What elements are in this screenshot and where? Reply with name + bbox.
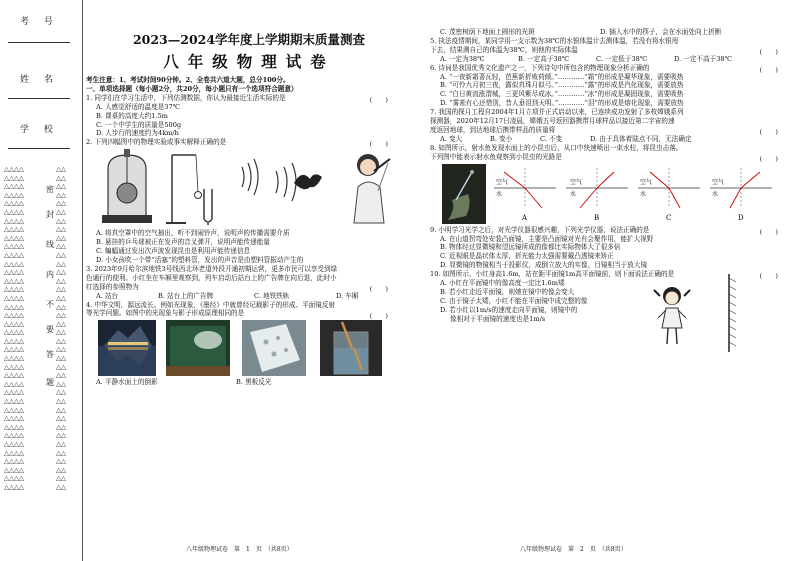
footer-page-2: 八年级物理试卷 第 2 页 （共8页） — [520, 546, 627, 553]
bat-figure — [232, 153, 324, 221]
option-b: B. 变小 — [490, 134, 513, 143]
footer-page-1: 八年级物理试卷 第 1 页 （共8页） — [186, 546, 293, 553]
option-a: A. 站台 — [96, 291, 119, 300]
question-10 — [430, 270, 786, 323]
tuning-fork-ball-figure — [166, 149, 222, 225]
q4-photos — [86, 318, 412, 378]
option-a: A. “一夜新霜著瓦轻，芭蕉新折败荷倾。”…………“霜”的形成是凝华现象，需要吸热 — [440, 72, 684, 81]
diagram-c-air-label: 空气 — [640, 178, 653, 186]
chopsticks-in-water-photo — [320, 320, 382, 376]
school-label: 学 校 — [20, 125, 59, 135]
binding-strip — [0, 0, 83, 561]
q2-figures — [86, 147, 412, 229]
option-b: B. 物体经过显微镜和望远镜所成的像都比实际物体大了很多倍 — [440, 243, 621, 252]
diagram-c — [638, 168, 700, 222]
archer-fish-photo — [442, 164, 486, 224]
option-c: C. 一定低于38℃ — [596, 54, 648, 63]
q8-figures — [430, 162, 786, 226]
option-c: C. 由于镜子太矮，小红不能在平面镜中成完整的像 — [440, 296, 588, 305]
question-stem-line2: 色通行的便利。小红坐在车厢里观察到，列车启动后站台上的广告牌在向后退，此时小 — [86, 273, 337, 282]
diagram-b-letter: B — [594, 213, 600, 222]
option-c: C. 近视眼是晶状体太厚，折光能力太强需要戴凸透镜来矫正 — [440, 252, 614, 261]
options-row — [86, 292, 412, 301]
question-stem: 8. 如图所示，射水鱼发现水面上的小昆虫后，从口中快速喷出一束水柱，将昆虫击落。 — [430, 143, 683, 152]
option-d: D. 一定不高于38℃ — [674, 54, 732, 63]
question-stem-line3: 度返回地球，到达地球后携带样品的质量将 — [430, 125, 556, 134]
question-8 — [430, 144, 786, 226]
seal-char: 题 — [46, 378, 54, 387]
option-c: C. 不变 — [540, 134, 563, 143]
diagram-a — [494, 168, 556, 222]
option-a: A. 在山道拐弯处安装凸面镜，主要是凸面镜对光有会聚作用，能扩大视野 — [440, 234, 654, 243]
seal-char: 要 — [46, 325, 54, 334]
option-d: D. 由于具体着陆点不同，无法确定 — [590, 134, 692, 143]
exam-no-line[interactable] — [8, 42, 70, 43]
option-a: A. 小红在平面镜中的像高度一定比1.6m矮 — [440, 279, 565, 288]
triangle-column-right: △△ △△ △△ △△ △△ △△ △△ △△ △△ △△ △△ △△ △△ △△ △△ △△ △△ △△ △△ △△ △△ △△ △△ △△ △△ △△ △△ △△ △△ △△ △△ △△ △△ △△ △△ △△ △△ △△ — [56, 165, 66, 491]
water-reflection-photo — [98, 320, 156, 376]
answer-paren[interactable]: ( ) — [369, 311, 388, 320]
diagram-b-air-label: 空气 — [570, 178, 583, 186]
question-stem: 7. 我国的探月工程自2004年1月立项并正式启动以来，已连续成功发射了多枚嫦娥系列 — [430, 108, 684, 117]
answer-paren[interactable]: ( ) — [369, 284, 388, 293]
page-left — [86, 28, 412, 387]
option-a: A. 一定为38℃ — [440, 54, 485, 63]
options-row — [430, 135, 786, 144]
diagram-d — [710, 168, 772, 222]
question-stem: 10. 如图所示，小红身高1.6m，站在距平面镜1m高平面镜前，则下面说法正确的是 — [430, 270, 675, 279]
diagram-a-letter: A — [522, 213, 528, 222]
options-row — [86, 378, 412, 387]
answer-paren[interactable]: ( ) — [759, 47, 778, 56]
option-c: C. 一个中学生的质量是500g — [96, 120, 182, 129]
option-d: D. 若小红以1m/s的速度走向平面镜，则镜中的 — [440, 305, 578, 314]
paper-title: 八年级物理试卷 — [163, 52, 335, 71]
seal-char: 线 — [46, 240, 54, 249]
option-c: C. “白日黄流涨渭城，三更风紫尽成冰。”…………“冰”的形成是凝固现象，需要吸热 — [440, 90, 684, 99]
option-d: D. 显微镜的物镜相当于投影仪，成倒立放大的实像，目镜相当于放大镜 — [440, 261, 648, 270]
diagram-c-letter: C — [666, 213, 672, 222]
diagram-d-air-label: 空气 — [712, 178, 725, 186]
question-stem-line2: 下去，结果测自己的体温为38℃，则他的实际体温 — [430, 45, 578, 54]
question-2 — [86, 138, 412, 265]
question-7 — [430, 108, 786, 144]
exam-no-label: 考 号 — [20, 17, 59, 27]
option-b: B. “可怜九月初三夜，露似真珠月似弓。”…………“露”的形成是汽化现象，需要放热 — [440, 81, 684, 90]
answer-paren[interactable]: ( ) — [759, 154, 778, 163]
question-1 — [86, 94, 412, 139]
diagram-d-letter: D — [738, 213, 744, 222]
option-c: C. 茂密树荫下地面上圆形的光斑 — [440, 28, 535, 36]
blackboard-glare-photo — [166, 320, 230, 376]
diagram-d-water-label: 水 — [712, 190, 719, 198]
diagram-a-air-label: 空气 — [496, 178, 509, 186]
option-b: B. 课桌的高度大约1.5m — [96, 111, 168, 120]
option-b: B. 站台上的广告牌 — [158, 291, 214, 300]
question-9 — [430, 226, 786, 271]
question-6 — [430, 64, 786, 109]
exam-notice: 考生注意：1、考试时间90分钟。2、全卷共六道大题，总分100分。 — [86, 76, 290, 84]
question-4 — [86, 301, 412, 388]
answer-paren[interactable]: ( ) — [759, 272, 778, 281]
question-stem: 9. 小明学习光学之后，对光学仪器很感兴趣，下列光学仪器，说法正确的是 — [430, 225, 650, 234]
q4-options-cd — [430, 28, 786, 37]
section-one-heading: 一、单项选择题（每小题2分，共20分，每小题只有一个选项符合题意） — [86, 84, 298, 93]
option-d: D. 小女孩吹一个带“活塞”的塑料管，发出的声音是由塑料管振动产生的 — [96, 255, 304, 264]
diagram-a-water-label: 水 — [496, 190, 503, 198]
plane-mirror-figure — [726, 272, 740, 356]
option-b: B. 若小红走近平面镜，则她在镜中的像会变大 — [440, 287, 575, 296]
question-stem-line2: 探测器，2020年12月17日凌晨，嫦娥五号返回器携带月球样品以接近第二宇宙的速 — [430, 117, 675, 126]
name-label: 姓 名 — [20, 75, 59, 85]
question-stem: 5. 执法疫情期间，某同学用一支示数为38℃的水银体温计去测体温，若没有将水银甩 — [430, 36, 679, 45]
option-b: B. 黑板反光 — [236, 378, 272, 387]
question-stem: 3. 2023年9月哈尔滨地铁3号线西北环老道外段开通初期运营，更多市民可以享受到绿 — [86, 264, 338, 273]
option-d: D. 车厢 — [336, 291, 359, 300]
option-c: C. 地铁铁轨 — [254, 291, 290, 300]
exam-title: 2023—2024学年度上学期期末质量测查 — [132, 32, 366, 47]
diagram-b — [566, 168, 628, 222]
page-right — [430, 28, 786, 324]
option-d-line2: 像相对于平面镜的速度也是1m/s — [450, 314, 546, 323]
question-stem: 2. 下列四幅图中的物理实验或事实解释正确的是 — [86, 138, 227, 147]
answer-paren[interactable]: ( ) — [369, 140, 388, 149]
options-row — [430, 55, 786, 64]
vacuum-bell-jar-figure — [98, 149, 156, 225]
name-line[interactable] — [8, 98, 70, 99]
question-stem-line3: 红选择的参照物为 — [86, 282, 139, 291]
answer-paren[interactable]: ( ) — [759, 128, 778, 137]
question-stem: 6. 诗词是我国优秀文化遗产之一，下列诗句中所包含的物理现象分析正确的 — [430, 63, 650, 72]
diagram-c-water-label: 水 — [640, 190, 647, 198]
option-a: A. 将真空罩中的空气抽出，听不到闹铃声，说明声的传播需要介质 — [96, 229, 290, 238]
seal-char: 答 — [46, 350, 54, 359]
girl-figure — [652, 284, 692, 348]
option-d: D. “雾凇有心还惜别，昔人垂泪到天明。”…………“泪”的形成是熔化现象，需要放热 — [440, 99, 684, 108]
question-stem: 4. 中华文明，源远流长。例如光现象，《墨经》中就曾经记载影子的形成、平面镜反射 — [86, 300, 336, 309]
triangle-column-left: △△△△ △△△△ △△△△ △△△△ △△△△ △△△△ △△△△ △△△△ △△△△ △△△△ △△△△ △△△△ △△△△ △△△△ △△△△ △△△△ △△△△ △△△△ △△△△ △△△△ △△△△ △△△△ △△△△ △△△△ △△△△ △△△△ △△△△ △△△△ △△△△ △△△△ △△△△ △△△△ △△△△ △△△△ △△△△ △△△△ △△△△ △△△△ — [4, 165, 24, 491]
question-stem: 1. 同学们在学习生活中，下列估测数据，你认为最接近生活实际的是 — [86, 93, 286, 102]
option-c: C. 蝙蝠通过发出次声波发现昆虫是利用声能传递信息 — [96, 247, 251, 256]
answer-paren[interactable]: ( ) — [369, 95, 388, 104]
answer-paren[interactable]: ( ) — [759, 65, 778, 74]
tree-shade-spots-photo — [242, 320, 306, 376]
school-line[interactable] — [8, 148, 70, 149]
diagram-b-water-label: 水 — [570, 190, 577, 198]
option-b: B. 一定高于38℃ — [518, 54, 570, 63]
option-d: D. 人步行的速度约为4km/h — [96, 129, 179, 138]
question-5 — [430, 37, 786, 64]
option-d: D. 插入水中的筷子，会在水面处向上折断 — [600, 28, 722, 36]
option-b: B. 悬挂的乒乓球被正在发声的音叉弹开，说明声能传递能量 — [96, 238, 270, 247]
girl-blowing-tube-figure — [344, 147, 396, 227]
seal-char: 密 — [46, 185, 54, 194]
option-a: A. 变大 — [440, 134, 463, 143]
question-stem-line2: 等光学问题。如图中的光现象与影子形成原理相同的是 — [86, 309, 245, 318]
question-stem-line2: 下列图中能表示射水鱼观察到小昆虫的光路是 — [430, 152, 562, 161]
answer-paren[interactable]: ( ) — [759, 227, 778, 236]
seal-char: 封 — [46, 210, 54, 219]
option-a: A. 人感觉舒适的温度是37℃ — [96, 102, 181, 111]
seal-char: 内 — [46, 270, 54, 279]
question-3 — [86, 265, 412, 301]
seal-char: 不 — [46, 300, 54, 309]
light-path-diagrams — [494, 166, 782, 224]
option-a: A. 平静水面上的倒影 — [96, 378, 158, 387]
